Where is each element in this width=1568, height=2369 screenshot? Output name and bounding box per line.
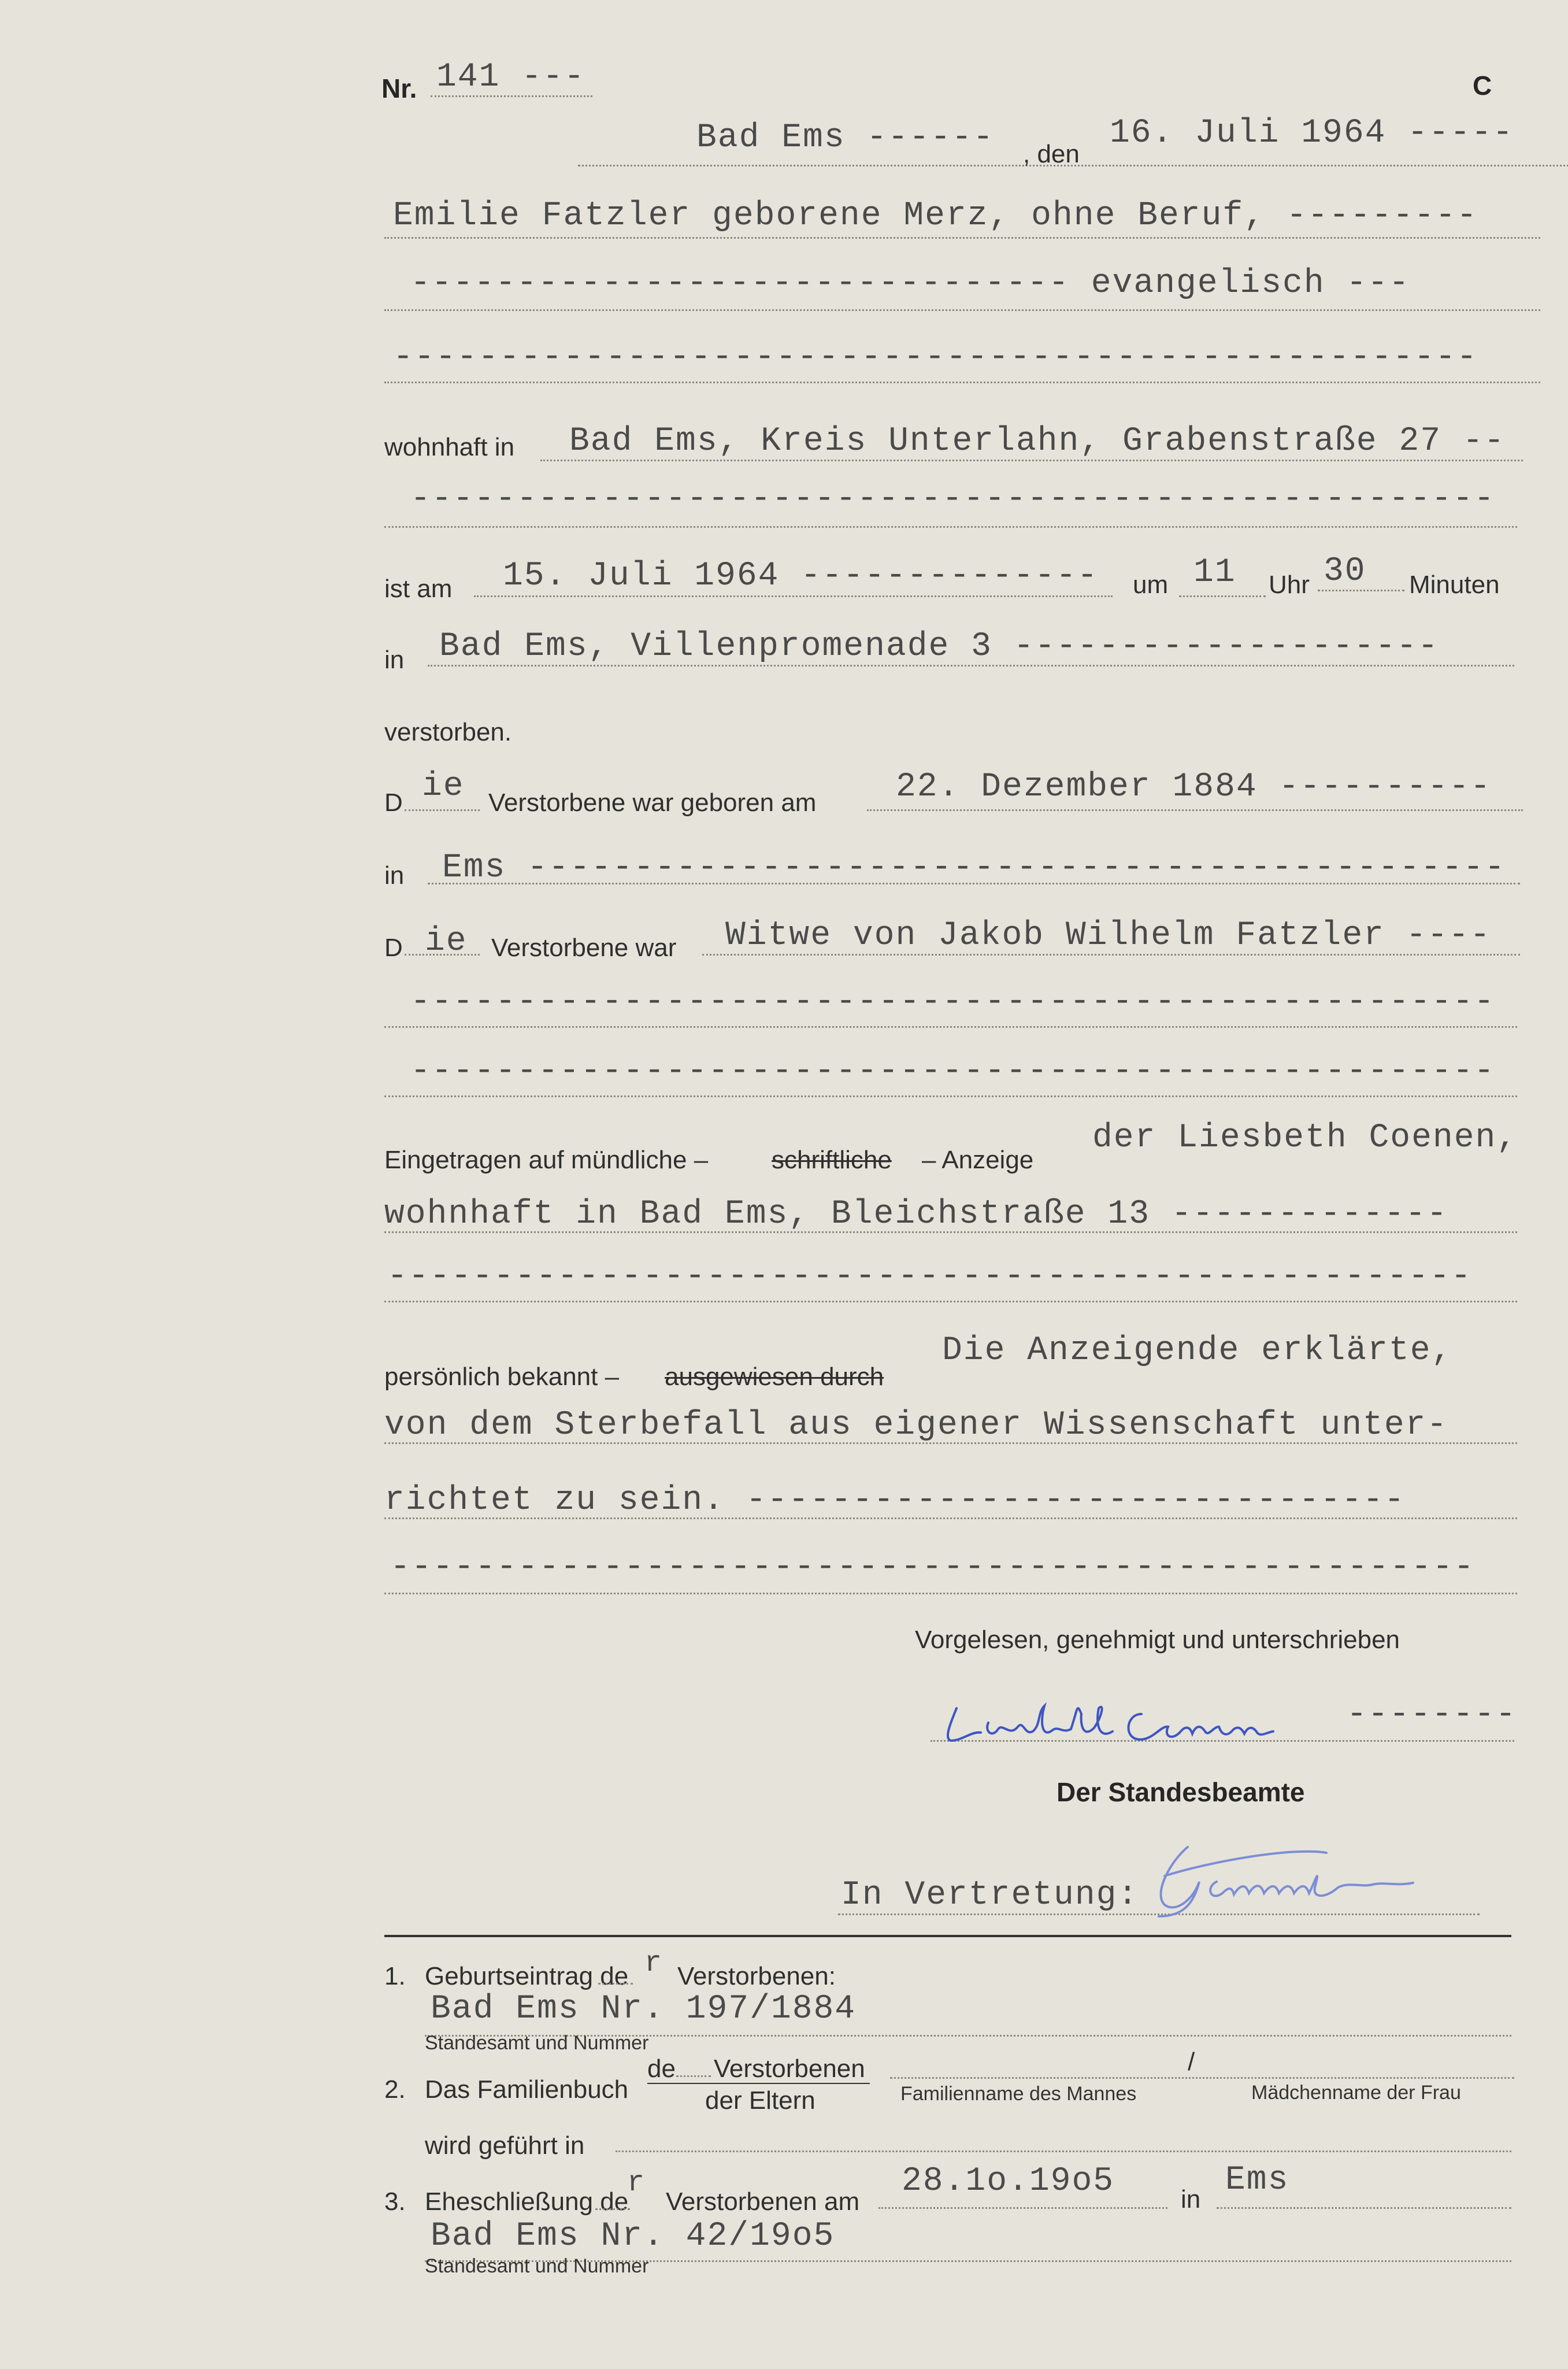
marital-line-2 bbox=[384, 1026, 1517, 1028]
death-minutes: 30 bbox=[1324, 553, 1366, 590]
informant-name: der Liesbeth Coenen, bbox=[1092, 1119, 1518, 1157]
item3-caption: Standesamt und Nummer bbox=[425, 2255, 649, 2277]
birth-label: Verstorbene war geboren am bbox=[488, 789, 817, 817]
item2-eltern: der Eltern bbox=[705, 2086, 815, 2115]
residence-dashes: --------------------------------------------------- bbox=[410, 480, 1496, 518]
marital-d-suffix: ie bbox=[425, 923, 468, 960]
item3-fill: r bbox=[627, 2167, 646, 2200]
item2-wife-caption: Mädchenname der Frau bbox=[1251, 2082, 1461, 2104]
record-number: 141 --- bbox=[436, 58, 585, 96]
item3-in-label: in bbox=[1181, 2185, 1201, 2213]
birth-d-label: D bbox=[384, 789, 403, 817]
item1-fill: r bbox=[644, 1947, 663, 1980]
item2-verstorbenen: Verstorbenen bbox=[714, 2055, 865, 2083]
item1-fill-line bbox=[598, 1983, 633, 1985]
registration-place: Bad Ems ------ bbox=[696, 119, 995, 157]
item1-number: 1. bbox=[384, 1962, 406, 1990]
item3-date: 28.1o.19o5 bbox=[902, 2163, 1115, 2200]
item3-value: Bad Ems Nr. 42/19o5 bbox=[431, 2218, 835, 2255]
marital-status: Witwe von Jakob Wilhelm Fatzler ---- bbox=[725, 917, 1492, 954]
item2-de: de bbox=[647, 2055, 676, 2083]
item3-label-a: Eheschließung de bbox=[425, 2187, 629, 2216]
item3-place-line bbox=[1217, 2207, 1511, 2209]
statement-line-4: --------------------------------------------------- bbox=[390, 1549, 1476, 1586]
residence-label: wohnhaft in bbox=[384, 433, 515, 461]
person-line-3 bbox=[384, 382, 1540, 383]
deputy-label: In Vertretung: bbox=[841, 1876, 1139, 1914]
birth-place: Ems ---------------------------------------------- bbox=[442, 849, 1506, 887]
item1-label-a: Geburtseintrag de bbox=[425, 1962, 629, 1990]
minuten-label: Minuten bbox=[1409, 571, 1500, 599]
item2-slash: / bbox=[1188, 2048, 1195, 2076]
statement-line-3: richtet zu sein. ------------------------------- bbox=[384, 1482, 1406, 1519]
marital-d-label: D bbox=[384, 934, 403, 962]
item2-label: Das Familienbuch bbox=[425, 2075, 629, 2104]
approval-note: Vorgelesen, genehmigt und unterschrieben bbox=[915, 1626, 1400, 1654]
person-line-2 bbox=[384, 309, 1540, 311]
hour-line bbox=[1179, 595, 1266, 597]
item3-label-b: Verstorbenen am bbox=[666, 2187, 860, 2216]
informant-label-suffix: – Anzeige bbox=[922, 1146, 1034, 1174]
ist-am-label: ist am bbox=[384, 575, 453, 603]
birth-date-line bbox=[867, 809, 1523, 811]
item2-fraction-rule bbox=[647, 2083, 870, 2084]
item2-kept-line bbox=[616, 2150, 1511, 2152]
informant-line-3 bbox=[384, 1301, 1517, 1302]
item3-place: Ems bbox=[1225, 2161, 1289, 2199]
death-place: Bad Ems, Villenpromenade 3 -------------------- bbox=[439, 628, 1439, 665]
identity-label-struck: ausgewiesen durch bbox=[665, 1363, 884, 1391]
signature-dashes: -------- bbox=[1347, 1696, 1517, 1734]
den-label: , den bbox=[1023, 140, 1080, 168]
statement-line-4-dots bbox=[384, 1593, 1517, 1594]
item1-caption: Standesamt und Nummer bbox=[425, 2032, 649, 2054]
footer-divider bbox=[384, 1935, 1511, 1937]
item3-fill-line bbox=[595, 2208, 630, 2210]
informant-dashes: --------------------------------------------------- bbox=[387, 1258, 1473, 1295]
residence-line-2 bbox=[384, 526, 1517, 528]
item1-value: Bad Ems Nr. 197/1884 bbox=[431, 1990, 857, 2028]
nr-label: Nr. bbox=[381, 73, 417, 103]
marital-dashes-3: --------------------------------------------------- bbox=[410, 1053, 1496, 1090]
birth-d-line bbox=[405, 809, 480, 811]
registrar-signature bbox=[1141, 1830, 1488, 1922]
birth-in-label: in bbox=[384, 861, 405, 890]
marital-line-3 bbox=[384, 1095, 1517, 1097]
item3-date-line bbox=[878, 2207, 1167, 2209]
birth-date: 22. Dezember 1884 ---------- bbox=[896, 768, 1492, 806]
informant-address: wohnhaft in Bad Ems, Bleichstraße 13 ------------- bbox=[384, 1195, 1448, 1233]
item2-number: 2. bbox=[384, 2075, 406, 2104]
informant-label-struck: schriftliche bbox=[772, 1146, 892, 1174]
registration-date: 16. Juli 1964 ----- bbox=[1110, 114, 1514, 152]
marital-dashes-2: --------------------------------------------------- bbox=[410, 983, 1496, 1021]
informant-signature bbox=[939, 1691, 1332, 1749]
death-in-label: in bbox=[384, 646, 405, 674]
person-dashes: --------------------------------------------------- bbox=[393, 339, 1478, 376]
birth-d-suffix: ie bbox=[422, 768, 465, 805]
deceased-name: Emilie Fatzler geborene Merz, ohne Beruf, --------- bbox=[393, 197, 1478, 235]
informant-label-prefix: Eingetragen auf mündliche – bbox=[384, 1146, 709, 1174]
item1-label-b: Verstorbenen: bbox=[677, 1962, 836, 1990]
identity-label-prefix: persönlich bekannt – bbox=[384, 1363, 620, 1391]
residence-address: Bad Ems, Kreis Unterlahn, Grabenstraße 27 -- bbox=[569, 423, 1506, 460]
um-label: um bbox=[1133, 571, 1169, 599]
item3-number: 3. bbox=[384, 2187, 406, 2216]
item2-de-line bbox=[676, 2075, 711, 2077]
death-hour: 11 bbox=[1193, 554, 1236, 591]
item2-husband-caption: Familienname des Mannes bbox=[900, 2083, 1137, 2105]
marital-label: Verstorbene war bbox=[491, 934, 677, 962]
death-date: 15. Juli 1964 -------------- bbox=[503, 557, 1099, 595]
religion-line: ------------------------------- evangelisch --- bbox=[410, 265, 1410, 302]
death-date-line bbox=[474, 595, 1113, 597]
registrar-label: Der Standesbeamte bbox=[1057, 1777, 1305, 1807]
item2-kept-label: wird geführt in bbox=[425, 2131, 585, 2160]
statement-line-2: von dem Sterbefall aus eigener Wissenschaft unter- bbox=[384, 1406, 1448, 1444]
statement-line-1: Die Anzeigende erklärte, bbox=[942, 1332, 1453, 1369]
verstorben-label: verstorben. bbox=[384, 718, 512, 746]
register-letter: C bbox=[1473, 71, 1492, 101]
person-line-1 bbox=[384, 237, 1540, 239]
item2-names-line bbox=[890, 2077, 1514, 2079]
uhr-label: Uhr bbox=[1269, 571, 1310, 599]
